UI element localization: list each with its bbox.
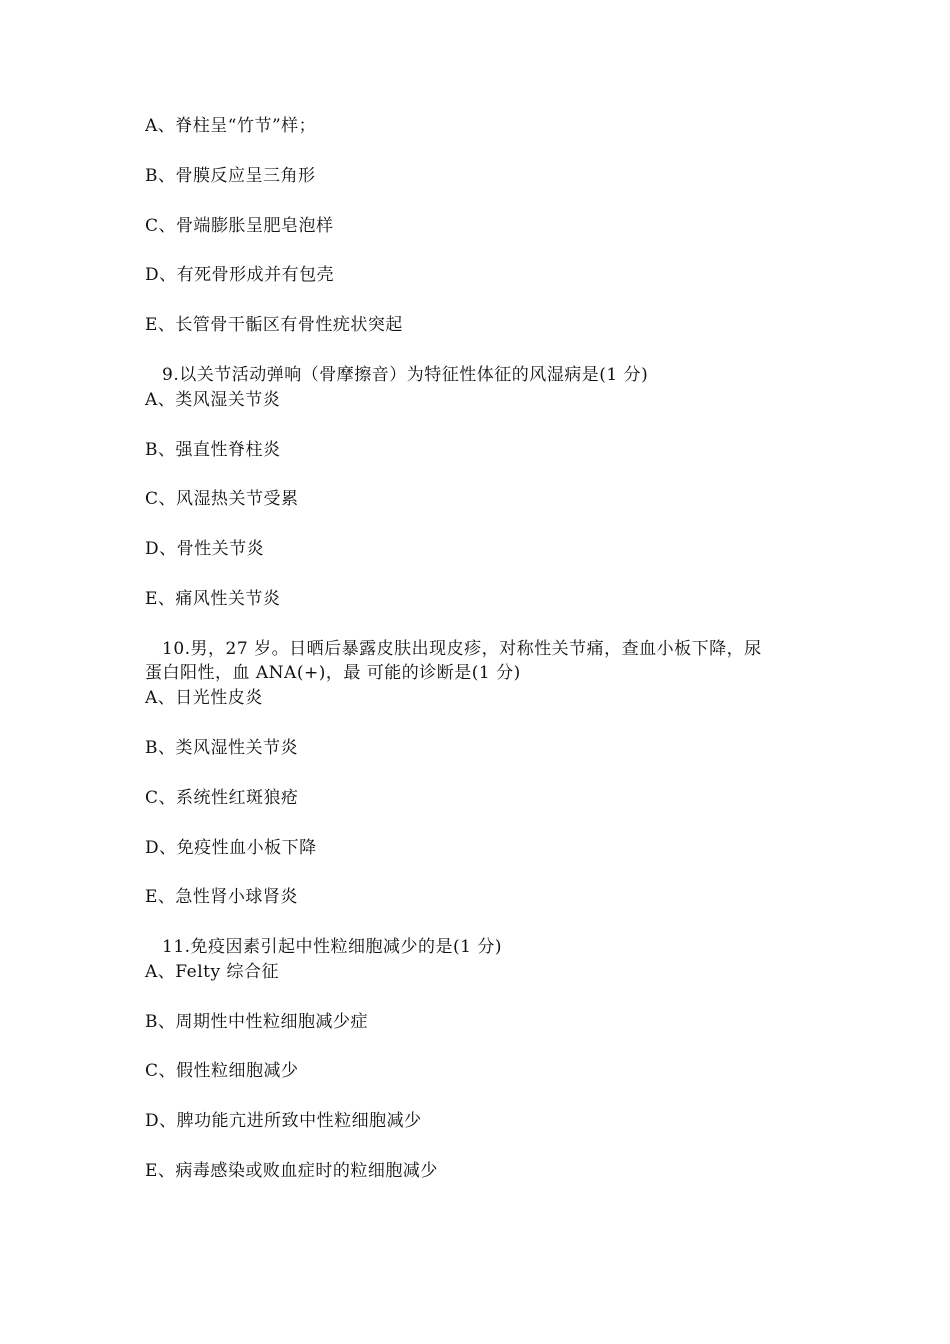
question-10-stem-line1: 10.男，27 岁。日晒后暴露皮肤出现皮疹，对称性关节痛，查血小板下降，尿 (162, 639, 762, 659)
question-10-stem-line2: 蛋白阳性，血 ANA(+)，最 可能的诊断是(1 分) (145, 663, 521, 683)
option-a: A、脊柱呈“竹节”样； (145, 116, 317, 136)
question-9-stem: 9.以关节活动弹响（骨摩擦音）为特征性体征的风湿病是(1 分) (162, 365, 649, 385)
question-11-stem: 11.免疫因素引起中性粒细胞减少的是(1 分) (162, 937, 503, 957)
option-a: A、日光性皮炎 (145, 688, 263, 708)
option-b: B、周期性中性粒细胞减少症 (145, 1012, 368, 1032)
option-e: E、长管骨干骺区有骨性疣状突起 (145, 315, 403, 335)
option-b: B、类风湿性关节炎 (145, 738, 298, 758)
option-c: C、系统性红斑狼疮 (145, 788, 299, 808)
option-e: E、急性肾小球肾炎 (145, 887, 298, 907)
option-d: D、免疫性血小板下降 (145, 838, 317, 858)
option-a: A、Felty 综合征 (145, 962, 279, 982)
option-c: C、骨端膨胀呈肥皂泡样 (145, 216, 334, 236)
option-e: E、病毒感染或败血症时的粒细胞减少 (145, 1161, 438, 1181)
option-e: E、痛风性关节炎 (145, 589, 281, 609)
option-d: D、脾功能亢进所致中性粒细胞减少 (145, 1111, 422, 1131)
option-c: C、假性粒细胞减少 (145, 1061, 299, 1081)
option-d: D、骨性关节炎 (145, 539, 265, 559)
option-b: B、强直性脊柱炎 (145, 440, 281, 460)
option-a: A、类风湿关节炎 (145, 390, 281, 410)
option-d: D、有死骨形成并有包壳 (145, 265, 335, 285)
option-b: B、骨膜反应呈三角形 (145, 166, 316, 186)
option-c: C、风湿热关节受累 (145, 489, 299, 509)
